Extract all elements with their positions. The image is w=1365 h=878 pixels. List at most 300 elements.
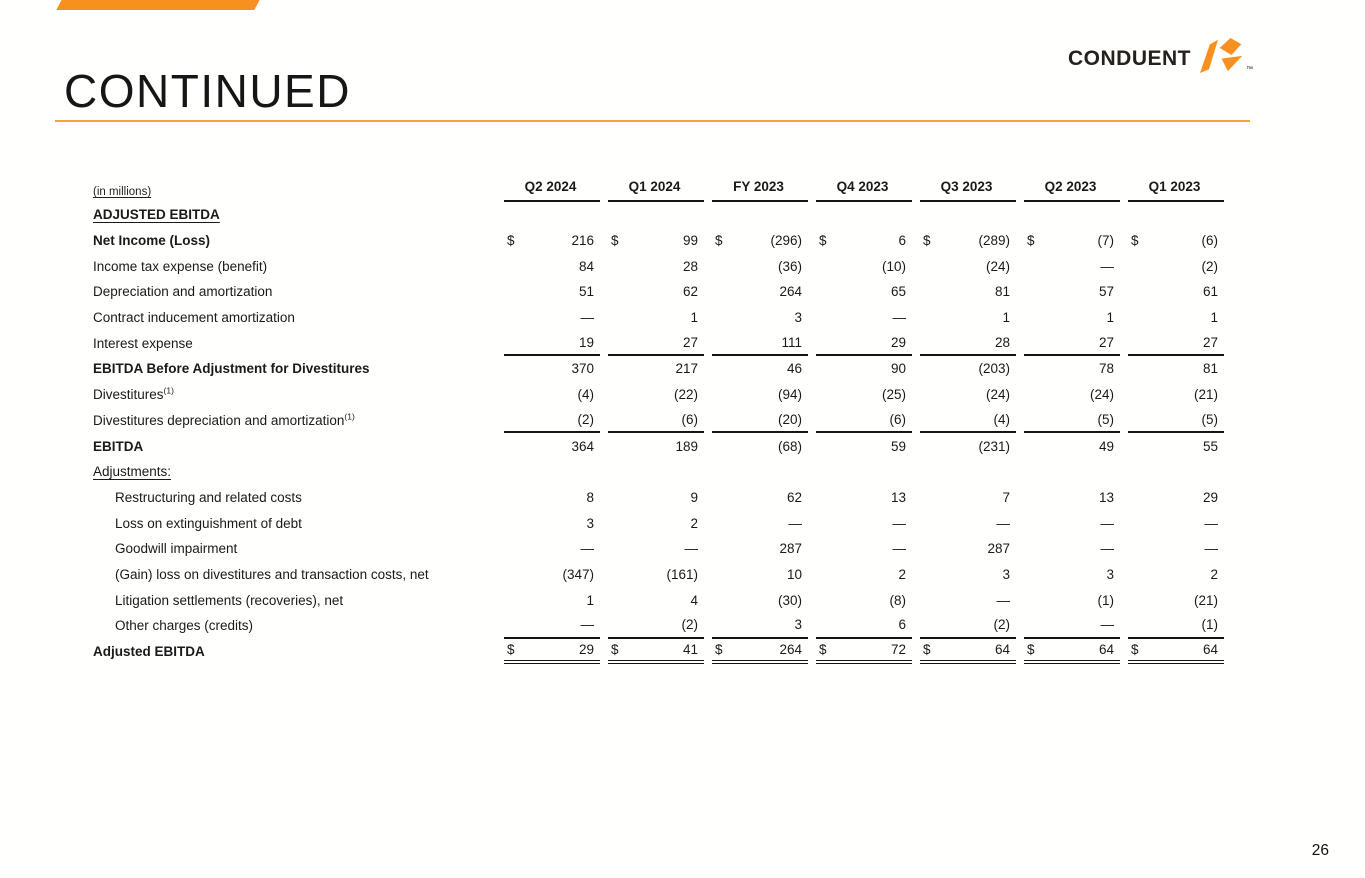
cell-value: (24): [985, 258, 1010, 274]
cell-value: 28: [994, 334, 1010, 350]
dollar-sign: $: [1131, 233, 1139, 249]
column-header: [712, 176, 808, 202]
table-cell: [504, 613, 600, 639]
table-cell: [920, 562, 1016, 588]
column-header: [816, 176, 912, 202]
table-cell: [712, 536, 808, 562]
row-label-text: ADJUSTED EBITDA: [93, 207, 220, 223]
table-row: [93, 639, 1228, 665]
table-cell: [816, 433, 912, 459]
cell-value: (24): [1089, 387, 1114, 403]
table-cell: [608, 382, 704, 408]
cell-value: 1: [586, 592, 594, 608]
cell-value: 9: [690, 489, 698, 505]
table-cell: [816, 587, 912, 613]
cell-value: (1): [1201, 617, 1218, 633]
cell-value: 370: [571, 361, 594, 377]
cell-value: 1: [1210, 310, 1218, 326]
table-cell: [1128, 613, 1224, 639]
cell-value: 1: [1106, 310, 1114, 326]
table-row: [93, 562, 1228, 588]
table-cell: [816, 228, 912, 254]
row-label-text: EBITDA Before Adjustment for Divestitures: [93, 361, 370, 377]
table-cell: [920, 613, 1016, 639]
cell-value: (4): [993, 411, 1010, 427]
cell-value: 64: [1202, 642, 1218, 658]
table-cell: [712, 485, 808, 511]
table-row: [93, 587, 1228, 613]
cell-value: —: [1204, 541, 1218, 557]
table-cell: [608, 228, 704, 254]
table-cell: [1024, 356, 1120, 382]
table-cell: [608, 305, 704, 331]
table-cell: [816, 485, 912, 511]
table-cell: [504, 485, 600, 511]
cell-value: 72: [890, 642, 906, 658]
financial-table: [93, 176, 1228, 664]
cell-value: 7: [1002, 489, 1010, 505]
cell-value: (10): [881, 258, 906, 274]
table-cell: [504, 330, 600, 356]
table-cell: [1024, 639, 1120, 665]
cell-value: 64: [1098, 642, 1114, 658]
row-label-text: Depreciation and amortization: [93, 284, 273, 300]
table-cell: [1128, 639, 1224, 665]
table-cell: [1024, 330, 1120, 356]
table-cell: [608, 433, 704, 459]
row-label: [93, 336, 496, 351]
row-label-text: Contract inducement amortization: [93, 310, 295, 326]
table-cell: [608, 356, 704, 382]
column-header: [1128, 176, 1224, 202]
cell-value: 29: [890, 334, 906, 350]
cell-value: 49: [1098, 438, 1114, 454]
table-cell: [1024, 279, 1120, 305]
table-cell: [816, 408, 912, 434]
cell-value: 51: [578, 284, 594, 300]
table-cell: [608, 562, 704, 588]
cell-value: —: [1204, 515, 1218, 531]
table-cell: [1128, 330, 1224, 356]
cell-value: —: [580, 617, 594, 633]
dollar-sign: $: [1027, 642, 1035, 658]
table-cell: [712, 639, 808, 665]
table-cell: [608, 510, 704, 536]
cell-value: 1: [690, 310, 698, 326]
table-cell: [608, 485, 704, 511]
column-header: [920, 176, 1016, 202]
cell-value: (296): [770, 233, 802, 249]
trademark-symbol: ™: [1246, 66, 1253, 73]
table-row: [93, 305, 1228, 331]
cell-value: 57: [1098, 284, 1114, 300]
table-cell: [1024, 587, 1120, 613]
page-number: 26: [1311, 842, 1329, 859]
cell-value: 189: [675, 438, 698, 454]
cell-value: 3: [1002, 566, 1010, 582]
cell-value: (289): [978, 233, 1010, 249]
row-label: [93, 516, 496, 531]
row-label: [93, 644, 496, 659]
cell-value: 264: [779, 642, 802, 658]
cell-value: (5): [1201, 411, 1218, 427]
cell-value: 6: [898, 617, 906, 633]
table-cell: [504, 408, 600, 434]
row-label: [93, 541, 496, 556]
table-cell: [712, 253, 808, 279]
table-cell: [920, 408, 1016, 434]
row-label-text: Litigation settlements (recoveries), net: [115, 592, 344, 608]
cell-value: —: [684, 541, 698, 557]
table-row: [93, 433, 1228, 459]
cell-value: 81: [1202, 361, 1218, 377]
cell-value: (1): [1097, 592, 1114, 608]
table-cell: [920, 433, 1016, 459]
table-cell: [816, 613, 912, 639]
table-cell: [1024, 408, 1120, 434]
column-header-label: Q2 2024: [524, 179, 577, 194]
footnote-marker: (1): [344, 411, 355, 422]
cell-value: 2: [1210, 566, 1218, 582]
table-cell: [712, 433, 808, 459]
table-cell: [920, 356, 1016, 382]
cell-value: 55: [1202, 438, 1218, 454]
column-header: [608, 176, 704, 202]
table-cell: [920, 253, 1016, 279]
table-row: [93, 253, 1228, 279]
cell-value: 27: [682, 334, 698, 350]
table-cell: [1024, 613, 1120, 639]
cell-value: (7): [1097, 233, 1114, 249]
cell-value: (24): [985, 387, 1010, 403]
row-label: [93, 464, 496, 479]
cell-value: (25): [881, 387, 906, 403]
cell-value: —: [892, 310, 906, 326]
cell-value: 61: [1202, 284, 1218, 300]
table-cell: [1024, 536, 1120, 562]
cell-value: 217: [675, 361, 698, 377]
column-header-label: Q1 2023: [1148, 179, 1201, 194]
table-cell: [504, 356, 600, 382]
table-row: [93, 485, 1228, 511]
table-cell: [920, 485, 1016, 511]
cell-value: 13: [1098, 489, 1114, 505]
column-header-label: Q2 2023: [1044, 179, 1097, 194]
column-header: [504, 176, 600, 202]
table-cell: [816, 330, 912, 356]
cell-value: 264: [779, 284, 802, 300]
cell-value: 29: [578, 642, 594, 658]
cell-value: (20): [777, 411, 802, 427]
table-row: [93, 613, 1228, 639]
table-cell: [920, 330, 1016, 356]
cell-value: 65: [890, 284, 906, 300]
table-cell: [816, 382, 912, 408]
table-cell: [1024, 382, 1120, 408]
table-cell: [712, 613, 808, 639]
cell-value: 1: [1002, 310, 1010, 326]
cell-value: 287: [987, 541, 1010, 557]
row-label: [93, 439, 496, 454]
row-label-text: EBITDA: [93, 438, 144, 454]
row-label-text: Restructuring and related costs: [115, 489, 302, 505]
cell-value: 99: [682, 233, 698, 249]
table-cell: [504, 587, 600, 613]
cell-value: —: [1100, 541, 1114, 557]
cell-value: 84: [578, 258, 594, 274]
table-cell: [608, 330, 704, 356]
cell-value: (2): [681, 617, 698, 633]
row-label-text: Divestitures: [93, 387, 164, 403]
dollar-sign: $: [715, 233, 723, 249]
table-cell: [712, 356, 808, 382]
cell-value: —: [996, 592, 1010, 608]
table-cell: [816, 639, 912, 665]
cell-value: (2): [993, 617, 1010, 633]
row-label: [93, 259, 496, 274]
table-cell: [712, 279, 808, 305]
table-cell: [504, 228, 600, 254]
cell-value: —: [580, 541, 594, 557]
cell-value: (347): [562, 566, 594, 582]
row-label: [93, 310, 496, 325]
table-cell: [1024, 510, 1120, 536]
cell-value: 4: [690, 592, 698, 608]
table-cell: [712, 408, 808, 434]
table-cell: [504, 433, 600, 459]
conduent-logo: [1068, 36, 1253, 74]
cell-value: —: [580, 310, 594, 326]
cell-value: (21): [1193, 592, 1218, 608]
table-cell: [608, 587, 704, 613]
cell-value: 27: [1202, 334, 1218, 350]
table-cell: [712, 562, 808, 588]
table-cell: [816, 279, 912, 305]
table-cell: [816, 356, 912, 382]
column-header-label: FY 2023: [733, 179, 784, 194]
cell-value: (2): [1201, 258, 1218, 274]
table-cell: [504, 639, 600, 665]
cell-value: 3: [794, 617, 802, 633]
title-divider: [55, 120, 1250, 122]
table-cell: [504, 253, 600, 279]
top-accent-bar: [56, 0, 261, 10]
table-cell: [504, 305, 600, 331]
table-cell: [712, 228, 808, 254]
cell-value: (4): [577, 387, 594, 403]
table-cell: [920, 279, 1016, 305]
cell-value: 10: [786, 566, 802, 582]
logo-wordmark: CONDUENT: [1068, 46, 1191, 70]
row-label: [93, 593, 496, 608]
column-header: [1024, 176, 1120, 202]
table-cell: [816, 562, 912, 588]
table-row: [93, 408, 1228, 434]
cell-value: (30): [777, 592, 802, 608]
cell-value: 46: [786, 361, 802, 377]
cell-value: 64: [994, 642, 1010, 658]
dollar-sign: $: [819, 233, 827, 249]
table-cell: [1128, 562, 1224, 588]
row-label-text: Interest expense: [93, 335, 193, 351]
table-cell: [504, 562, 600, 588]
cell-value: 2: [690, 515, 698, 531]
table-cell: [1128, 356, 1224, 382]
table-cell: [504, 382, 600, 408]
table-cell: [1024, 433, 1120, 459]
table-cell: [504, 536, 600, 562]
cell-value: (6): [681, 411, 698, 427]
cell-value: 13: [890, 489, 906, 505]
dollar-sign: $: [611, 642, 619, 658]
dollar-sign: $: [819, 642, 827, 658]
cell-value: (21): [1193, 387, 1218, 403]
table-row: [93, 202, 1228, 228]
table-cell: [1024, 562, 1120, 588]
column-header-label: Q3 2023: [940, 179, 993, 194]
cell-value: 364: [571, 438, 594, 454]
cell-value: —: [1100, 515, 1114, 531]
table-cell: [608, 279, 704, 305]
cell-value: (203): [978, 361, 1010, 377]
table-cell: [1128, 536, 1224, 562]
dollar-sign: $: [1027, 233, 1035, 249]
cell-value: 6: [898, 233, 906, 249]
table-cell: [1024, 305, 1120, 331]
cell-value: —: [1100, 617, 1114, 633]
unit-label: (in millions): [93, 186, 152, 198]
cell-value: —: [1100, 258, 1114, 274]
cell-value: 8: [586, 489, 594, 505]
cell-value: 90: [890, 361, 906, 377]
cell-value: 19: [578, 334, 594, 350]
table-row: [93, 330, 1228, 356]
table-cell: [920, 510, 1016, 536]
cell-value: 29: [1202, 489, 1218, 505]
cell-value: (161): [666, 566, 698, 582]
row-label: [93, 413, 496, 428]
table-row: [93, 459, 1228, 485]
cell-value: 3: [1106, 566, 1114, 582]
row-label-text: Loss on extinguishment of debt: [115, 515, 302, 531]
table-cell: [608, 536, 704, 562]
table-row: [93, 279, 1228, 305]
row-label-text: Adjustments:: [93, 464, 172, 480]
row-label-text: Net Income (Loss): [93, 233, 211, 249]
dollar-sign: $: [923, 642, 931, 658]
table-cell: [920, 639, 1016, 665]
table-cell: [816, 510, 912, 536]
cell-value: —: [996, 515, 1010, 531]
cell-value: 216: [571, 233, 594, 249]
row-label-text: Adjusted EBITDA: [93, 644, 205, 660]
dollar-sign: $: [1131, 642, 1139, 658]
cell-value: (36): [777, 258, 802, 274]
table-cell: [1128, 305, 1224, 331]
cell-value: (231): [978, 438, 1010, 454]
cell-value: 62: [786, 489, 802, 505]
cell-value: 59: [890, 438, 906, 454]
table-cell: [712, 587, 808, 613]
cell-value: (2): [577, 411, 594, 427]
table-cell: [920, 587, 1016, 613]
cell-value: (94): [777, 387, 802, 403]
row-label-text: Divestitures depreciation and amortization: [93, 412, 345, 428]
column-header-label: Q4 2023: [836, 179, 889, 194]
row-label-text: Goodwill impairment: [115, 541, 238, 557]
table-cell: [712, 382, 808, 408]
table-cell: [816, 305, 912, 331]
table-row: [93, 356, 1228, 382]
dollar-sign: $: [923, 233, 931, 249]
table-cell: [1024, 228, 1120, 254]
table-cell: [920, 305, 1016, 331]
row-label: [93, 233, 496, 248]
table-row: [93, 536, 1228, 562]
cell-value: 287: [779, 541, 802, 557]
row-label: [93, 490, 496, 505]
dollar-sign: $: [715, 642, 723, 658]
cell-value: 3: [586, 515, 594, 531]
row-label: [93, 284, 496, 299]
table-row: [93, 382, 1228, 408]
row-label: [93, 361, 496, 376]
table-cell: [1128, 228, 1224, 254]
table-cell: [1128, 253, 1224, 279]
cell-value: (68): [777, 438, 802, 454]
cell-value: (22): [673, 387, 698, 403]
dollar-sign: $: [507, 642, 515, 658]
table-cell: [504, 510, 600, 536]
row-label: [93, 387, 496, 402]
table-cell: [1024, 253, 1120, 279]
cell-value: 62: [682, 284, 698, 300]
table-cell: [1128, 279, 1224, 305]
table-cell: [1128, 485, 1224, 511]
cell-value: —: [788, 515, 802, 531]
cell-value: —: [892, 541, 906, 557]
cell-value: 78: [1098, 361, 1114, 377]
table-cell: [608, 639, 704, 665]
conduent-cube-icon: [1200, 36, 1244, 74]
table-cell: [920, 228, 1016, 254]
row-label-text: (Gain) loss on divestitures and transaction costs, net: [115, 566, 429, 582]
cell-value: 27: [1098, 334, 1114, 350]
row-label-text: Other charges (credits): [115, 618, 254, 634]
row-label-text: Income tax expense (benefit): [93, 258, 268, 274]
table-cell: [1128, 433, 1224, 459]
table-cell: [712, 510, 808, 536]
table-cell: [1024, 485, 1120, 511]
table-cell: [1128, 408, 1224, 434]
dollar-sign: $: [611, 233, 619, 249]
dollar-sign: $: [507, 233, 515, 249]
table-cell: [608, 253, 704, 279]
table-cell: [712, 330, 808, 356]
cell-value: 2: [898, 566, 906, 582]
table-cell: [816, 536, 912, 562]
table-cell: [712, 305, 808, 331]
table-cell: [504, 279, 600, 305]
cell-value: 81: [994, 284, 1010, 300]
column-header-label: Q1 2024: [628, 179, 681, 194]
table-cell: [608, 408, 704, 434]
table-cell: [920, 536, 1016, 562]
cell-value: 111: [781, 334, 802, 350]
table-header-row: [93, 176, 1228, 202]
table-cell: [608, 613, 704, 639]
table-cell: [1128, 587, 1224, 613]
